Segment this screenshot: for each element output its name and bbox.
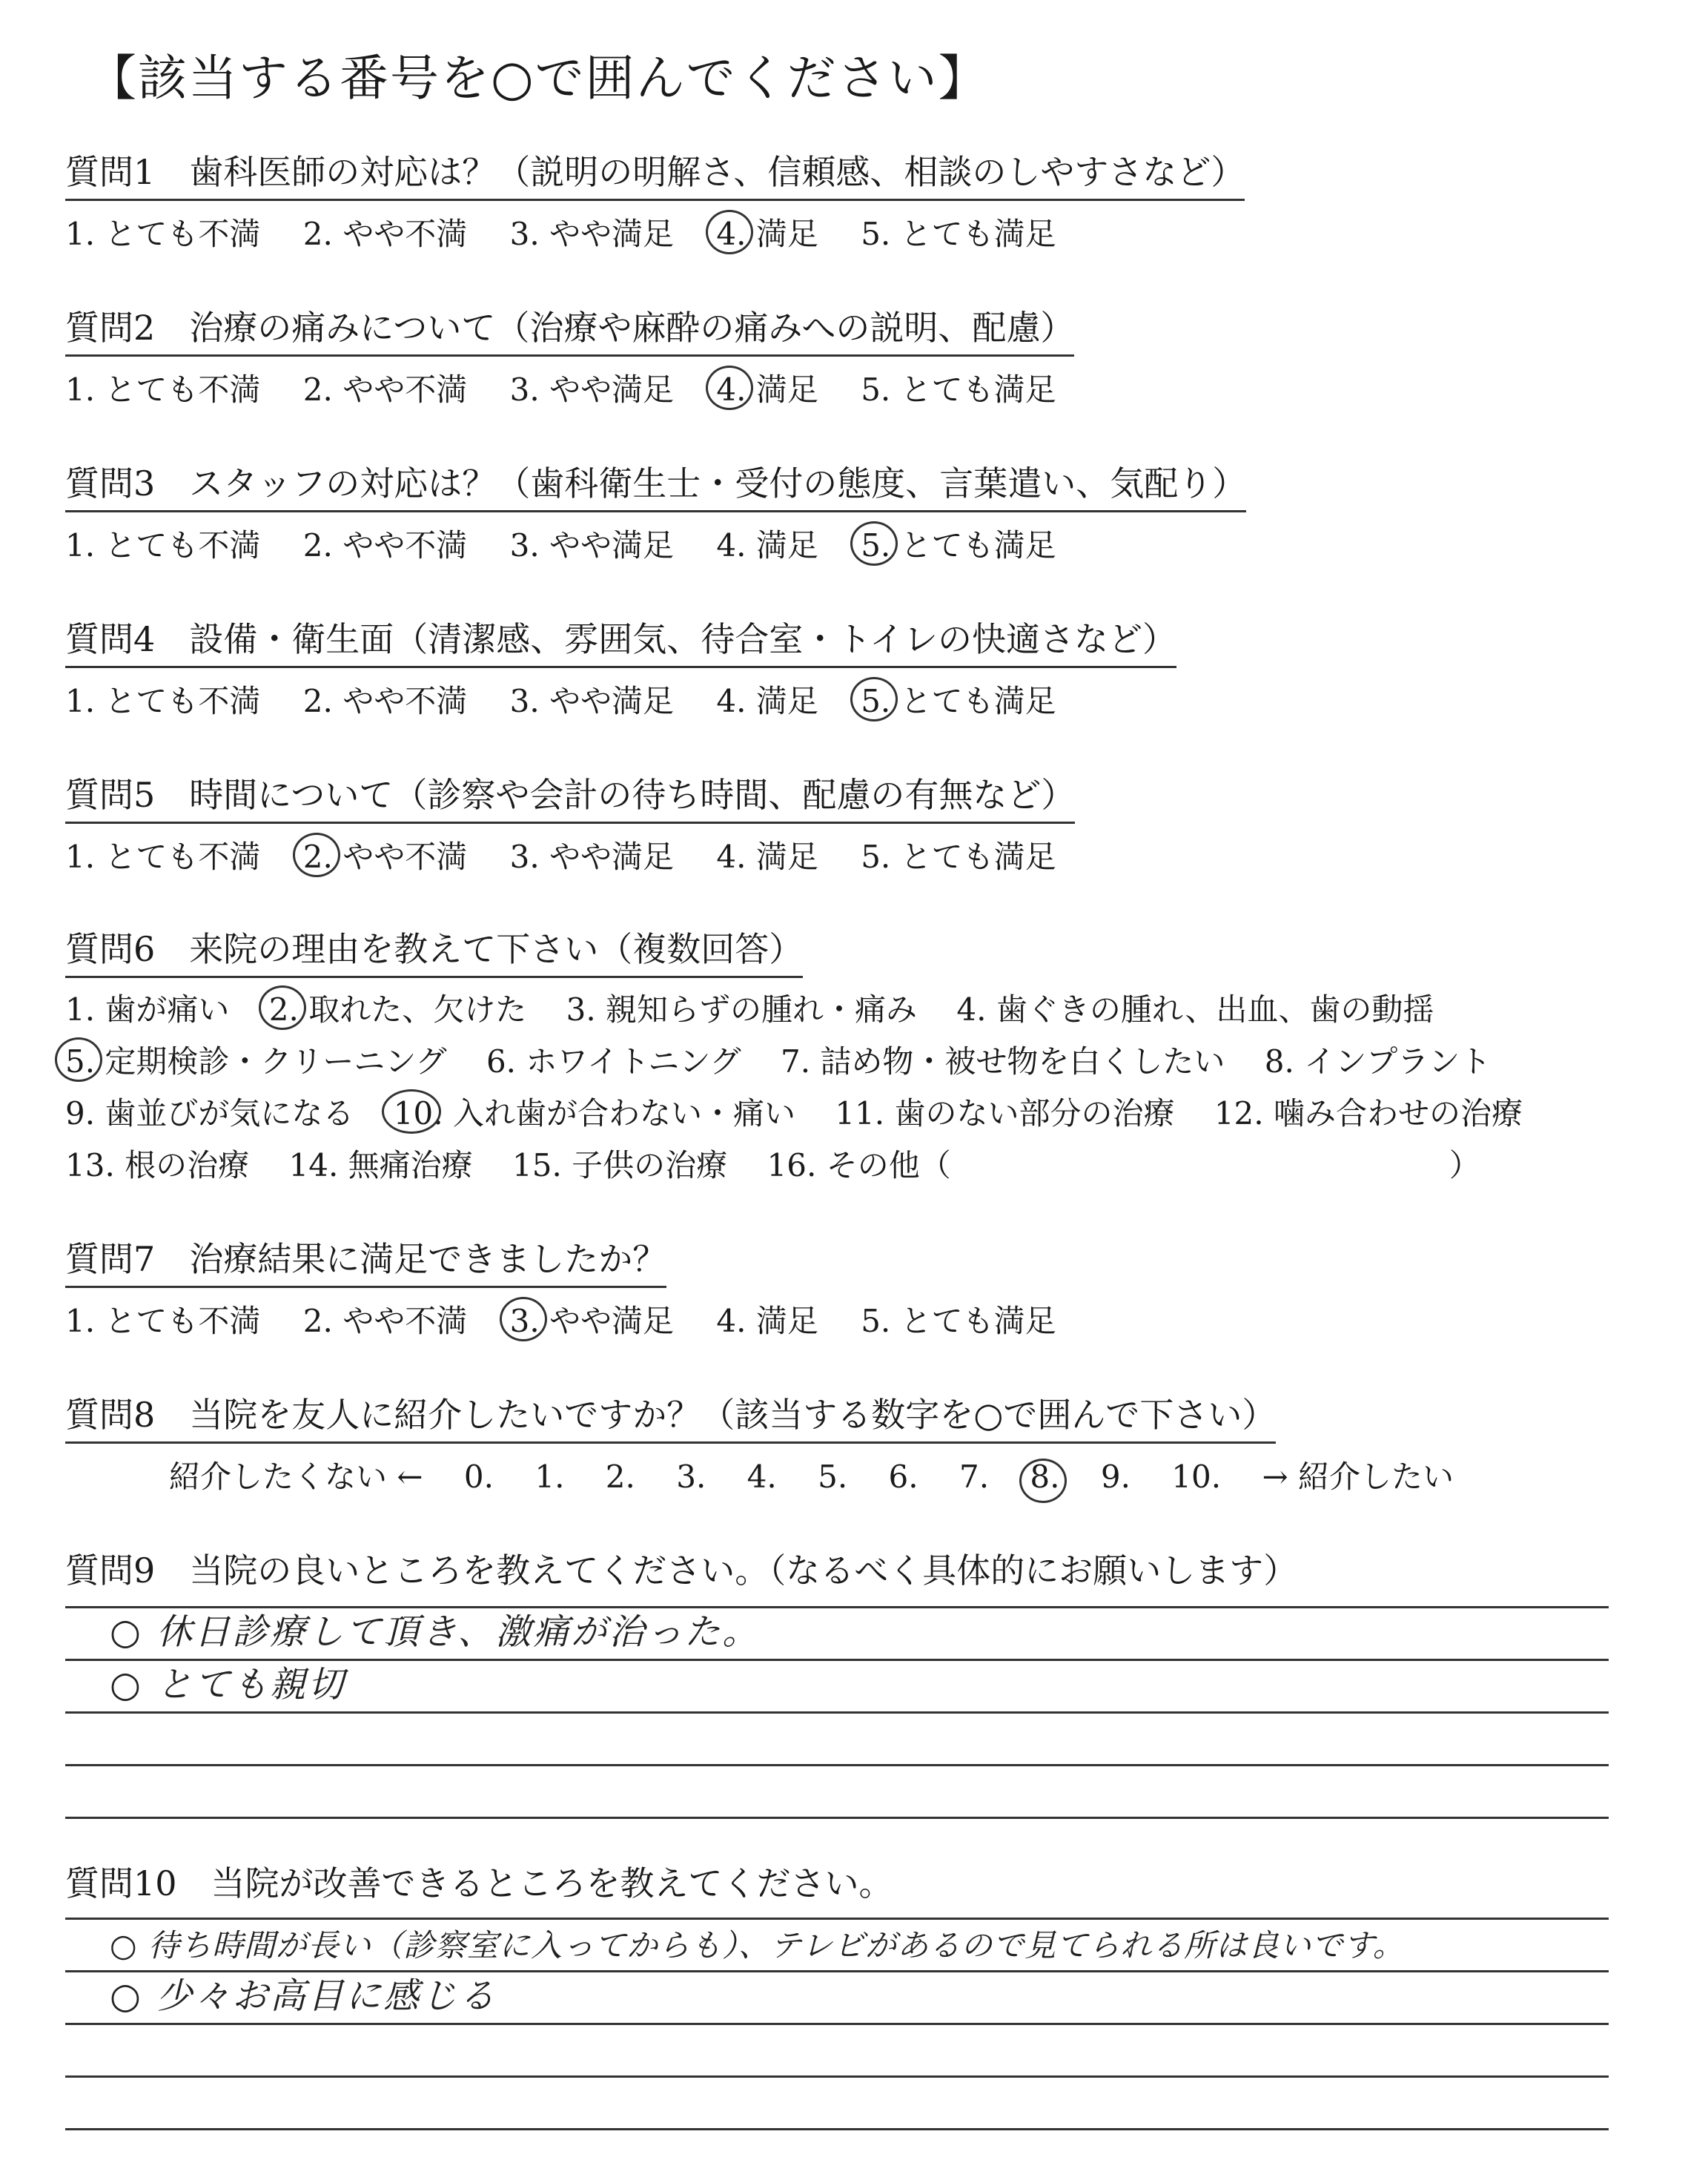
q6-reason-16-other[interactable]: 16. その他（ ） (767, 1147, 1480, 1183)
question-10-title: 質問10 当院が改善できるところを教えてください。 (65, 1863, 893, 1903)
question-4-title: 質問4 設備・衛生面（清潔感、雰囲気、待合室・トイレの快適さなど） (65, 612, 1176, 668)
q9-handwritten-answer-1: ○ 休日診療して頂き、激痛が治った。 (110, 1611, 761, 1653)
q8-score-4[interactable]: 4. (747, 1459, 777, 1495)
q3-option-5-selected[interactable]: 5. とても満足 (861, 521, 1056, 566)
question-7-title: 質問7 治療結果に満足できましたか？ (65, 1232, 666, 1288)
question-5-title: 質問5 時間について（診察や会計の待ち時間、配慮の有無など） (65, 768, 1075, 824)
q3-option-2[interactable]: 2. やや不満 (302, 527, 468, 564)
question-1-title: 質問1 歯科医師の対応は？（説明の明解さ、信頼感、相談のしやすさなど） (65, 145, 1245, 201)
question-6-title: 質問6 来院の理由を教えて下さい（複数回答） (65, 922, 803, 978)
q6-reason-14[interactable]: 14. 無痛治療 (288, 1147, 473, 1183)
q8-right-label: → 紹介したい (1262, 1459, 1454, 1495)
q2-option-4-selected[interactable]: 4. 満足 (716, 366, 818, 410)
question-2 (65, 301, 1659, 410)
q6-reason-12[interactable]: 12. 噛み合わせの治療 (1214, 1095, 1523, 1132)
question-2-title: 質問2 治療の痛みについて（治療や麻酔の痛みへの説明、配慮） (65, 301, 1074, 357)
q9-answer-line-5 (65, 1766, 1609, 1819)
q10-answer-line-1 (65, 1867, 1609, 1920)
q8-score-8-selected[interactable]: 8. (1030, 1459, 1060, 1495)
q8-score-9[interactable]: 9. (1100, 1459, 1131, 1495)
q8-score-1[interactable]: 1. (534, 1459, 565, 1495)
question-7-options (65, 1297, 1659, 1341)
q5-option-2-selected[interactable]: 2. やや不満 (303, 833, 467, 877)
q2-option-1[interactable]: 1. とても不満 (65, 371, 261, 408)
q6-reason-11[interactable]: 11. 歯のない部分の治療 (835, 1095, 1175, 1132)
q6-reason-9[interactable]: 9. 歯並びが気になる (65, 1095, 354, 1132)
q7-option-1[interactable]: 1. とても不満 (65, 1303, 261, 1339)
q8-scale (169, 1453, 1659, 1497)
q8-score-10[interactable]: 10. (1171, 1459, 1222, 1495)
q6-row-2 (65, 1037, 1659, 1082)
q6-reason-6[interactable]: 6. ホワイトニング (486, 1043, 741, 1080)
q8-score-2[interactable]: 2. (605, 1459, 635, 1495)
q6-reason-4[interactable]: 4. 歯ぐきの腫れ、出血、歯の動揺 (956, 991, 1434, 1028)
q7-option-5[interactable]: 5. とても満足 (861, 1303, 1056, 1339)
q7-option-3-selected[interactable]: 3. やや満足 (510, 1297, 674, 1341)
q8-score-6[interactable]: 6. (888, 1459, 918, 1495)
q2-option-3[interactable]: 3. やや満足 (509, 371, 675, 408)
q10-answer-line-4 (65, 2025, 1609, 2078)
q5-option-1[interactable]: 1. とても不満 (65, 839, 261, 875)
q8-score-0[interactable]: 0. (463, 1459, 494, 1495)
q4-option-3[interactable]: 3. やや満足 (509, 683, 675, 719)
q4-option-1[interactable]: 1. とても不満 (65, 683, 261, 719)
question-3-options (65, 521, 1659, 566)
q4-option-2[interactable]: 2. やや不満 (302, 683, 468, 719)
q9-answer-line-2 (65, 1608, 1609, 1661)
q10-answer-area[interactable] (65, 1867, 1609, 2130)
q9-answer-line-4 (65, 1714, 1609, 1766)
form-header: 【該当する番号を○で囲んでください】 (87, 50, 989, 107)
q6-row-1 (65, 985, 1659, 1030)
q5-option-4[interactable]: 4. 満足 (716, 839, 818, 875)
q10-answer-line-5 (65, 2078, 1609, 2130)
q10-answer-line-2 (65, 1920, 1609, 1972)
q8-score-7[interactable]: 7. (959, 1459, 990, 1495)
q10-handwritten-answer-1: ○ 待ち時間が長い（診察室に入ってからも）、テレビがあるので見てられる所は良いです。 (110, 1927, 1405, 1964)
q5-option-5[interactable]: 5. とても満足 (861, 839, 1056, 875)
question-1-options (65, 210, 1659, 254)
q1-option-2[interactable]: 2. やや不満 (302, 216, 468, 252)
q9-answer-area[interactable] (65, 1556, 1609, 1819)
question-3 (65, 457, 1659, 566)
q6-reason-7[interactable]: 7. 詰め物・被せ物を白くしたい (780, 1043, 1225, 1080)
q9-handwritten-answer-2: ○ とても親切 (110, 1664, 346, 1705)
q6-reason-13[interactable]: 13. 根の治療 (65, 1147, 250, 1183)
question-2-options (65, 366, 1659, 410)
q10-handwritten-answer-2: ○ 少々お高目に感じる (110, 1975, 497, 2017)
q6-reason-1[interactable]: 1. 歯が痛い (65, 991, 230, 1028)
q6-reason-3[interactable]: 3. 親知らずの腫れ・痛み (566, 991, 918, 1028)
question-8 (65, 1388, 1659, 1497)
question-3-title: 質問3 スタッフの対応は？（歯科衛生士・受付の態度、言葉遣い、気配り） (65, 457, 1246, 512)
q6-reason-10-selected[interactable]: 10. 入れ歯が合わない・痛い (394, 1089, 795, 1134)
q6-reason-2-selected[interactable]: 2. 取れた、欠けた (269, 985, 526, 1030)
question-1 (65, 145, 1659, 254)
q3-option-4[interactable]: 4. 満足 (716, 527, 818, 564)
q6-row-4 (65, 1141, 1659, 1186)
question-5 (65, 768, 1659, 877)
q1-option-4-selected[interactable]: 4. 満足 (716, 210, 818, 254)
q7-option-4[interactable]: 4. 満足 (716, 1303, 818, 1339)
q1-option-1[interactable]: 1. とても不満 (65, 216, 261, 252)
q2-option-5[interactable]: 5. とても満足 (861, 371, 1056, 408)
q1-option-3[interactable]: 3. やや満足 (509, 216, 675, 252)
q7-option-2[interactable]: 2. やや不満 (302, 1303, 468, 1339)
q8-score-5[interactable]: 5. (818, 1459, 848, 1495)
q4-option-4[interactable]: 4. 満足 (716, 683, 818, 719)
question-8-title: 質問8 当院を友人に紹介したいですか？（該当する数字を○で囲んで下さい） (65, 1388, 1276, 1444)
q6-reason-8[interactable]: 8. インプラント (1264, 1043, 1492, 1080)
q6-row-3 (65, 1089, 1659, 1134)
q2-option-2[interactable]: 2. やや不満 (302, 371, 468, 408)
question-4-options (65, 677, 1659, 721)
q1-option-5[interactable]: 5. とても満足 (861, 216, 1056, 252)
q6-reason-5-selected[interactable]: 5. 定期検診・クリーニング (65, 1037, 447, 1082)
q10-answer-line-3 (65, 1972, 1609, 2025)
q3-option-1[interactable]: 1. とても不満 (65, 527, 261, 564)
q3-option-3[interactable]: 3. やや満足 (509, 527, 675, 564)
q8-left-label: 紹介したくない ← (169, 1459, 423, 1495)
q8-score-3[interactable]: 3. (676, 1459, 706, 1495)
question-6 (65, 922, 1659, 1186)
q4-option-5-selected[interactable]: 5. とても満足 (861, 677, 1056, 721)
question-5-options (65, 833, 1659, 877)
q9-answer-line-1 (65, 1556, 1609, 1608)
q5-option-3[interactable]: 3. やや満足 (509, 839, 675, 875)
q9-answer-line-3 (65, 1661, 1609, 1714)
question-7 (65, 1232, 1659, 1341)
question-9-title: 質問9 当院の良いところを教えてください。（なるべく具体的にお願いします） (65, 1550, 1298, 1591)
question-4 (65, 612, 1659, 721)
q6-reason-15[interactable]: 15. 子供の治療 (512, 1147, 728, 1183)
